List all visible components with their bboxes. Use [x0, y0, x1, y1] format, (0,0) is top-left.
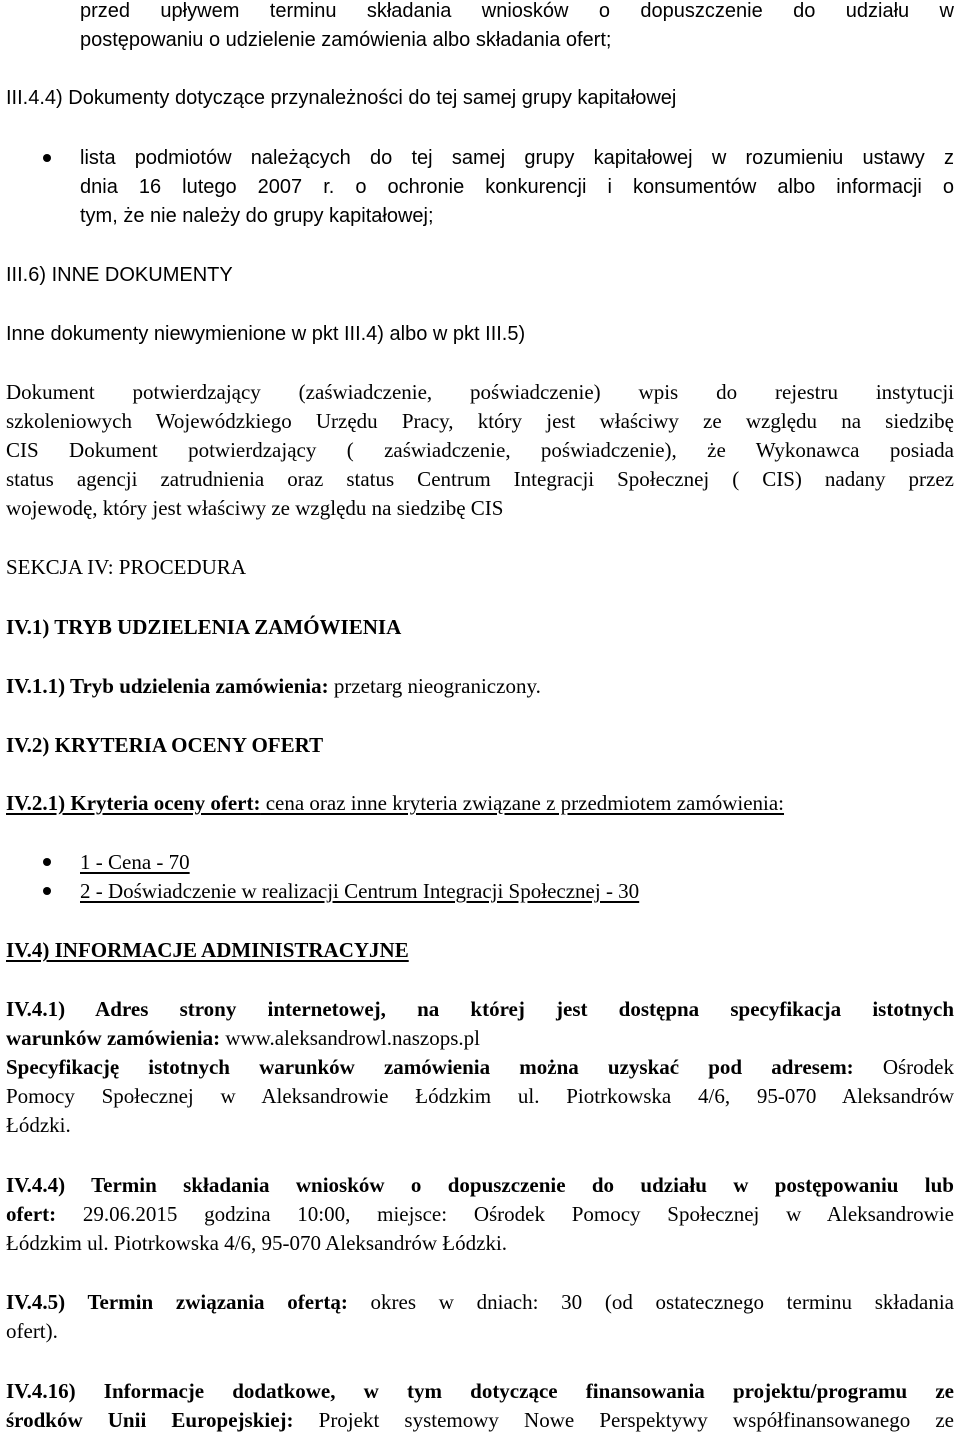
iii-4-4-item-line-1: lista podmiotów należących do tej samej grupy kapitałowej w rozumieniu ustawy z	[80, 147, 954, 169]
iii-3-tail-line-2: postępowaniu o udzielenie zamówienia albo składania ofert;	[80, 29, 612, 51]
iii-6-para-line-3: CIS Dokument potwierdzający ( zaświadczenie, poświadczenie), że Wykonawca posiada	[6, 438, 954, 462]
iv-4-1-label-line-1: IV.4.1) Adres strony internetowej, na której jest dostępna specyfikacja istotnych	[6, 997, 954, 1021]
section-iv-title: SEKCJA IV: PROCEDURA	[6, 555, 246, 579]
iv-4-4-label-line-1: IV.4.4) Termin składania wniosków o dopuszczenie do udziału w postępowaniu lub	[6, 1173, 954, 1197]
iv-1-1-label: IV.1.1) Tryb udzielenia zamówienia:	[6, 674, 329, 698]
iii-6-heading: III.6) INNE DOKUMENTY	[6, 264, 233, 286]
iv-4-4-label-end: ofert:	[6, 1202, 57, 1226]
iii-6-para-line-1: Dokument potwierdzający (zaświadczenie, poświadczenie) wpis do rejestru instytucji	[6, 380, 954, 404]
siwz-line-1	[6, 1053, 954, 1082]
iii-6-para-line-4: status agencji zatrudnienia oraz status Centrum Integracji Społecznej ( CIS) nadany przez	[6, 467, 954, 491]
iii-4-4-item-line-2: dnia 16 lutego 2007 r. o ochronie konkurencji i konsumentów albo informacji o	[80, 176, 954, 198]
iv-1-heading: IV.1) TRYB UDZIELENIA ZAMÓWIENIA	[6, 615, 402, 639]
iv-4-4-line-3: Łódzkim ul. Piotrkowska 4/6, 95-070 Aleksandrów Łódzki.	[6, 1231, 508, 1255]
iv-4-1-url: www.aleksandrowl.naszops.pl	[220, 1026, 481, 1050]
iv-4-heading: IV.4) INFORMACJE ADMINISTRACYJNE	[6, 938, 409, 962]
iv-4-5-value: okres w dniach: 30 (od ostatecznego terminu składania	[347, 1290, 954, 1314]
bullet-icon	[43, 154, 51, 162]
iv-4-16-line-2	[6, 1406, 954, 1435]
siwz-label: Specyfikację istotnych warunków zamówienia można uzyskać pod adresem:	[6, 1055, 854, 1079]
iv-4-16-value: Projekt systemowy Nowe Perspektywy współfinansowanego ze	[293, 1408, 954, 1432]
iv-4-1-line-2	[6, 1024, 954, 1053]
bullet-icon	[43, 887, 51, 895]
iv-4-1-label: warunków zamówienia:	[6, 1026, 221, 1050]
siwz-line-3: Łódzki.	[6, 1113, 71, 1137]
iii-4-4-item-line-3: tym, że nie należy do grupy kapitałowej;	[80, 205, 434, 227]
criteria-item-1: 1 - Cena - 70	[80, 850, 190, 874]
iv-1-1-line	[6, 672, 954, 701]
siwz-value-start: Ośrodek	[853, 1055, 954, 1079]
iv-4-16-label-end: środków Unii Europejskiej:	[6, 1408, 294, 1432]
iii-3-tail-line-1: przed upływem terminu składania wniosków o dopuszczenie do udziału w	[80, 0, 954, 22]
iv-2-1-value: cena oraz inne kryteria związane z przedmiotem zamówienia:	[260, 791, 785, 815]
criteria-item-2: 2 - Doświadczenie w realizacji Centrum Integracji Społecznej - 30	[80, 879, 640, 903]
iv-2-heading: IV.2) KRYTERIA OCENY OFERT	[6, 733, 324, 757]
iv-4-16-label-line-1: IV.4.16) Informacje dodatkowe, w tym dotyczące finansowania projektu/programu ze	[6, 1379, 954, 1403]
iii-4-4-heading: III.4.4) Dokumenty dotyczące przynależności do tej samej grupy kapitałowej	[6, 87, 677, 109]
iv-4-4-value: 29.06.2015 godzina 10:00, miejsce: Ośrodek Pomocy Społecznej w Aleksandrowie	[56, 1202, 954, 1226]
iv-2-1-label: IV.2.1) Kryteria oceny ofert:	[6, 791, 261, 815]
iii-6-para-line-2: szkoleniowych Wojewódzkiego Urzędu Pracy, który jest właściwy ze względu na siedzibę	[6, 409, 954, 433]
siwz-line-2: Pomocy Społecznej w Aleksandrowie Łódzkim ul. Piotrkowska 4/6, 95-070 Aleksandrów	[6, 1084, 954, 1108]
iii-6-subtitle: Inne dokumenty niewymienione w pkt III.4) albo w pkt III.5)	[6, 323, 526, 345]
iv-4-4-line-2	[6, 1200, 954, 1229]
bullet-icon	[43, 858, 51, 866]
iv-4-5-label: IV.4.5) Termin związania ofertą:	[6, 1290, 348, 1314]
iv-4-5-line-2: ofert).	[6, 1319, 58, 1343]
iv-4-5-line-1	[6, 1288, 954, 1317]
iv-2-1-line	[6, 789, 954, 818]
iii-6-para-line-5: wojewodę, który jest właściwy ze względu na siedzibę CIS	[6, 496, 504, 520]
iv-1-1-value: przetarg nieograniczony.	[328, 674, 541, 698]
